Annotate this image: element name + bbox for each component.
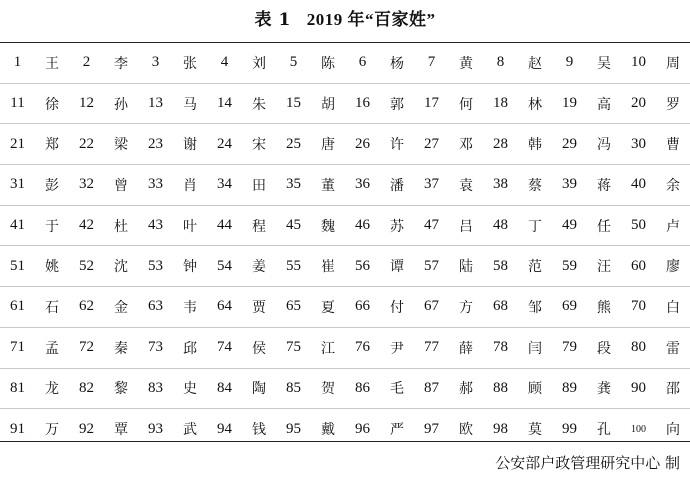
surname: 谭 xyxy=(380,246,414,287)
rank-number: 60 xyxy=(621,246,656,287)
rank-number: 99 xyxy=(562,420,577,437)
rank-number: 87 xyxy=(414,368,449,409)
surname: 孟 xyxy=(35,327,69,368)
rank-number: 55 xyxy=(276,246,311,287)
rank-number: 85 xyxy=(276,368,311,409)
rank-number: 30 xyxy=(621,124,656,165)
table-row xyxy=(0,327,690,368)
surname: 丁 xyxy=(518,205,552,246)
rank-number: 35 xyxy=(276,165,311,206)
rank-number: 5 xyxy=(276,43,311,83)
rank-number: 44 xyxy=(207,205,242,246)
surname: 李 xyxy=(104,43,138,83)
rank-number: 83 xyxy=(138,368,173,409)
surname: 龙 xyxy=(35,368,69,409)
rank-number: 65 xyxy=(276,287,311,328)
surname: 史 xyxy=(173,368,207,409)
surname: 姚 xyxy=(35,246,69,287)
surname: 邵 xyxy=(656,368,690,409)
surname: 龚 xyxy=(587,368,621,409)
rank-number: 23 xyxy=(138,124,173,165)
surname: 周 xyxy=(656,43,690,83)
surname: 罗 xyxy=(656,83,690,124)
surname: 戴 xyxy=(321,422,335,439)
rank-number: 79 xyxy=(552,327,587,368)
rank-number: 59 xyxy=(552,246,587,287)
rank-number: 2 xyxy=(69,43,104,83)
surname: 林 xyxy=(518,83,552,124)
surname: 蒋 xyxy=(587,165,621,206)
surname: 徐 xyxy=(35,83,69,124)
surname: 韦 xyxy=(173,287,207,328)
rank-number: 38 xyxy=(483,165,518,206)
surname: 贾 xyxy=(242,287,276,328)
rank-number: 98 xyxy=(493,420,508,437)
rank-number: 92 xyxy=(79,420,94,437)
surname: 宋 xyxy=(242,124,276,165)
bottom-rule xyxy=(0,441,690,442)
rank-number: 24 xyxy=(207,124,242,165)
source-credit: 公安部户政管理研究中心 制 xyxy=(495,454,680,472)
table-row xyxy=(0,43,690,83)
rank-number: 33 xyxy=(138,165,173,206)
rank-number: 19 xyxy=(552,83,587,124)
rank-number: 25 xyxy=(276,124,311,165)
surname: 张 xyxy=(173,43,207,83)
rank-number: 36 xyxy=(345,165,380,206)
rank-number: 11 xyxy=(0,83,35,124)
surname: 崔 xyxy=(311,246,345,287)
rank-number: 73 xyxy=(138,327,173,368)
surname: 薛 xyxy=(449,327,483,368)
surname: 卢 xyxy=(656,205,690,246)
surname: 万 xyxy=(45,422,59,439)
surname: 廖 xyxy=(656,246,690,287)
table-row xyxy=(0,409,690,449)
surname: 段 xyxy=(587,327,621,368)
surname: 许 xyxy=(380,124,414,165)
surname: 梁 xyxy=(104,124,138,165)
rank-number: 32 xyxy=(69,165,104,206)
surname: 叶 xyxy=(173,205,207,246)
rank-number: 53 xyxy=(138,246,173,287)
surname: 朱 xyxy=(242,83,276,124)
table-row xyxy=(0,83,690,124)
rank-number: 8 xyxy=(483,43,518,83)
surname: 方 xyxy=(449,287,483,328)
rank-number: 54 xyxy=(207,246,242,287)
rank-number: 15 xyxy=(276,83,311,124)
surname: 汪 xyxy=(587,246,621,287)
rank-number: 10 xyxy=(621,43,656,83)
rank-number: 56 xyxy=(345,246,380,287)
rank-number: 46 xyxy=(345,205,380,246)
rank-number: 41 xyxy=(0,205,35,246)
rank-number: 66 xyxy=(345,287,380,328)
rank-number: 100 xyxy=(631,423,646,435)
surname: 武 xyxy=(183,422,197,439)
document-title xyxy=(0,6,690,34)
rank-number: 78 xyxy=(483,327,518,368)
surname: 董 xyxy=(311,165,345,206)
rank-number: 64 xyxy=(207,287,242,328)
surname: 闫 xyxy=(518,327,552,368)
rank-number: 74 xyxy=(207,327,242,368)
surname: 孙 xyxy=(104,83,138,124)
surname: 冯 xyxy=(587,124,621,165)
rank-number: 80 xyxy=(621,327,656,368)
rank-number: 72 xyxy=(69,327,104,368)
surname: 程 xyxy=(242,205,276,246)
rank-number: 61 xyxy=(0,287,35,328)
rank-number: 6 xyxy=(345,43,380,83)
surname: 沈 xyxy=(104,246,138,287)
surname: 夏 xyxy=(311,287,345,328)
surname: 谢 xyxy=(173,124,207,165)
rank-number: 96 xyxy=(355,420,370,437)
rank-number: 68 xyxy=(483,287,518,328)
surname: 赵 xyxy=(518,43,552,83)
rank-number: 29 xyxy=(552,124,587,165)
rank-number: 7 xyxy=(414,43,449,83)
surname: 范 xyxy=(518,246,552,287)
rank-number: 31 xyxy=(0,165,35,206)
rank-number: 76 xyxy=(345,327,380,368)
surname: 潘 xyxy=(380,165,414,206)
surname: 刘 xyxy=(242,43,276,83)
rank-number: 20 xyxy=(621,83,656,124)
surname: 雷 xyxy=(656,327,690,368)
surname: 魏 xyxy=(311,205,345,246)
rank-number: 48 xyxy=(483,205,518,246)
surname: 贺 xyxy=(311,368,345,409)
surname: 曾 xyxy=(104,165,138,206)
surname: 钱 xyxy=(252,422,266,439)
surname: 侯 xyxy=(242,327,276,368)
surname: 吕 xyxy=(449,205,483,246)
rank-number: 47 xyxy=(414,205,449,246)
surname: 覃 xyxy=(114,422,128,439)
surname: 莫 xyxy=(528,422,542,439)
table-row xyxy=(0,124,690,165)
table-row xyxy=(0,368,690,409)
rank-number: 42 xyxy=(69,205,104,246)
table-row xyxy=(0,246,690,287)
table-number-label: 表 1 xyxy=(254,10,291,30)
surname: 田 xyxy=(242,165,276,206)
surname: 严 xyxy=(390,422,404,439)
rank-number: 3 xyxy=(138,43,173,83)
rank-number: 14 xyxy=(207,83,242,124)
surname: 熊 xyxy=(587,287,621,328)
rank-number: 70 xyxy=(621,287,656,328)
rank-number: 86 xyxy=(345,368,380,409)
surname: 王 xyxy=(35,43,69,83)
rank-number: 50 xyxy=(621,205,656,246)
table-row xyxy=(0,205,690,246)
rank-number: 93 xyxy=(148,420,163,437)
rank-number: 69 xyxy=(552,287,587,328)
surname: 肖 xyxy=(173,165,207,206)
surname: 孔 xyxy=(597,422,611,439)
rank-number: 1 xyxy=(0,43,35,83)
surname: 黎 xyxy=(104,368,138,409)
surname: 蔡 xyxy=(518,165,552,206)
surname: 钟 xyxy=(173,246,207,287)
rank-number: 84 xyxy=(207,368,242,409)
surname: 邓 xyxy=(449,124,483,165)
rank-number: 89 xyxy=(552,368,587,409)
surname: 尹 xyxy=(380,327,414,368)
rank-number: 95 xyxy=(286,420,301,437)
surname: 苏 xyxy=(380,205,414,246)
surname: 陈 xyxy=(311,43,345,83)
surname: 胡 xyxy=(311,83,345,124)
surname: 韩 xyxy=(518,124,552,165)
rank-number: 17 xyxy=(414,83,449,124)
rank-number: 67 xyxy=(414,287,449,328)
rank-number: 43 xyxy=(138,205,173,246)
rank-number: 58 xyxy=(483,246,518,287)
surname: 余 xyxy=(656,165,690,206)
surname: 杜 xyxy=(104,205,138,246)
surname: 陶 xyxy=(242,368,276,409)
rank-number: 97 xyxy=(424,420,439,437)
rank-number: 77 xyxy=(414,327,449,368)
rank-number: 21 xyxy=(0,124,35,165)
surname: 邹 xyxy=(518,287,552,328)
surname: 黄 xyxy=(449,43,483,83)
rank-number: 13 xyxy=(138,83,173,124)
surname: 欧 xyxy=(459,422,473,439)
surname: 付 xyxy=(380,287,414,328)
surname: 白 xyxy=(656,287,690,328)
table-row xyxy=(0,165,690,206)
surname: 吴 xyxy=(587,43,621,83)
surname: 顾 xyxy=(518,368,552,409)
rank-number: 22 xyxy=(69,124,104,165)
surname: 曹 xyxy=(656,124,690,165)
rank-number: 16 xyxy=(345,83,380,124)
surname: 郭 xyxy=(380,83,414,124)
surname-table xyxy=(0,43,690,449)
table-row xyxy=(0,287,690,328)
surname: 姜 xyxy=(242,246,276,287)
surname: 杨 xyxy=(380,43,414,83)
rank-number: 27 xyxy=(414,124,449,165)
rank-number: 26 xyxy=(345,124,380,165)
surname: 江 xyxy=(311,327,345,368)
surname: 高 xyxy=(587,83,621,124)
rank-number: 34 xyxy=(207,165,242,206)
surname: 向 xyxy=(666,422,680,439)
surname-table-body xyxy=(0,43,690,449)
rank-number: 75 xyxy=(276,327,311,368)
rank-number: 57 xyxy=(414,246,449,287)
rank-number: 62 xyxy=(69,287,104,328)
rank-number: 91 xyxy=(10,420,25,437)
surname: 何 xyxy=(449,83,483,124)
rank-number: 45 xyxy=(276,205,311,246)
surname: 任 xyxy=(587,205,621,246)
rank-number: 18 xyxy=(483,83,518,124)
rank-number: 82 xyxy=(69,368,104,409)
surname: 金 xyxy=(104,287,138,328)
rank-number: 52 xyxy=(69,246,104,287)
rank-number: 49 xyxy=(552,205,587,246)
surname: 陆 xyxy=(449,246,483,287)
rank-number: 90 xyxy=(621,368,656,409)
surname: 毛 xyxy=(380,368,414,409)
rank-number: 51 xyxy=(0,246,35,287)
rank-number: 9 xyxy=(552,43,587,83)
rank-number: 28 xyxy=(483,124,518,165)
rank-number: 37 xyxy=(414,165,449,206)
rank-number: 12 xyxy=(69,83,104,124)
rank-number: 81 xyxy=(0,368,35,409)
rank-number: 39 xyxy=(552,165,587,206)
rank-number: 88 xyxy=(483,368,518,409)
surname: 郑 xyxy=(35,124,69,165)
surname: 郝 xyxy=(449,368,483,409)
rank-number: 71 xyxy=(0,327,35,368)
surname: 邱 xyxy=(173,327,207,368)
rank-number: 94 xyxy=(217,420,232,437)
surname: 于 xyxy=(35,205,69,246)
table-title-text: 2019 年“百家姓” xyxy=(306,10,436,29)
rank-number: 40 xyxy=(621,165,656,206)
surname: 秦 xyxy=(104,327,138,368)
surname: 袁 xyxy=(449,165,483,206)
rank-number: 4 xyxy=(207,43,242,83)
surname: 唐 xyxy=(311,124,345,165)
surname: 马 xyxy=(173,83,207,124)
surname: 石 xyxy=(35,287,69,328)
rank-number: 63 xyxy=(138,287,173,328)
surname: 彭 xyxy=(35,165,69,206)
